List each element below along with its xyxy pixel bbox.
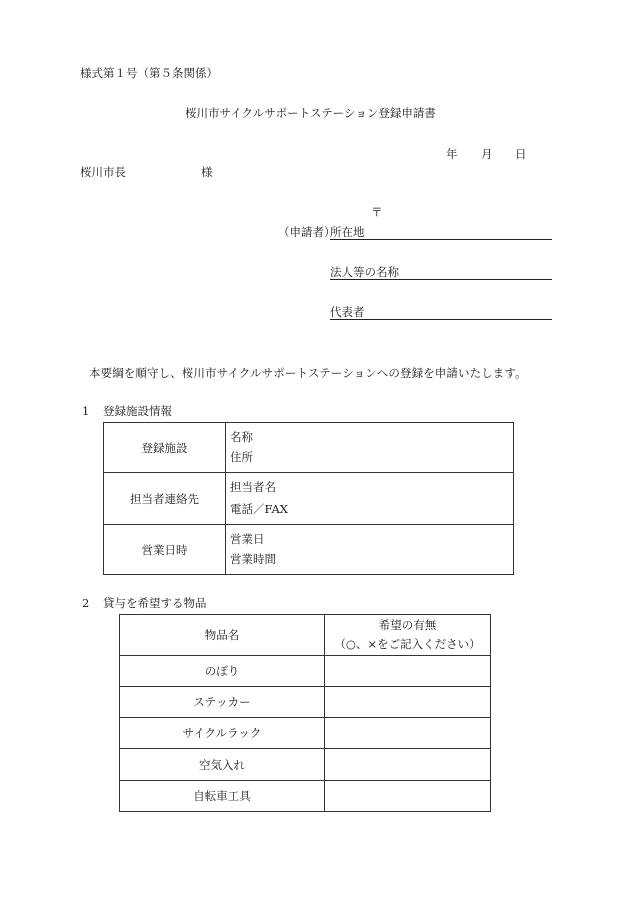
wish-column-header: [325, 615, 491, 656]
table-row: [120, 656, 491, 687]
row-value-cell[interactable]: [226, 525, 514, 575]
row-label: 営業日時: [104, 525, 226, 575]
table-row: [120, 718, 491, 749]
field-label: 名称: [230, 430, 253, 444]
addressee-honorific: 様: [201, 165, 213, 179]
section2-number: 2: [82, 596, 90, 610]
row-label: 担当者連絡先: [104, 473, 226, 525]
row-value-cell[interactable]: [226, 423, 514, 473]
wish-input-cell[interactable]: [325, 718, 491, 749]
corp-name-underline: [330, 279, 552, 280]
table-header-row: [120, 615, 491, 656]
wish-input-cell[interactable]: [325, 781, 491, 812]
date-day: 日: [515, 147, 527, 161]
form-number: 様式第１号（第５条関係）: [80, 66, 218, 80]
item-name: 自転車工具: [120, 781, 325, 812]
field-label: 担当者名: [230, 479, 276, 494]
table-row: [104, 423, 514, 473]
item-name: サイクルラック: [120, 718, 325, 749]
row-value-cell[interactable]: [226, 473, 514, 525]
table-row: [120, 687, 491, 718]
table-row: [104, 525, 514, 575]
date-month: 月: [481, 147, 493, 161]
field-label: 電話／FAX: [230, 502, 288, 516]
section1-heading: 登録施設情報: [103, 404, 172, 418]
facility-info-table: [103, 422, 514, 575]
wish-header-line2: （○、×をご記入ください）: [334, 636, 481, 651]
section2-heading: 貸与を希望する物品: [103, 596, 207, 610]
item-column-header: 物品名: [120, 615, 325, 656]
address-label: 所在地: [330, 225, 365, 239]
wish-input-cell[interactable]: [325, 749, 491, 781]
wish-header-line1: 希望の有無: [378, 618, 437, 632]
representative-label: 代表者: [330, 305, 365, 319]
wish-input-cell[interactable]: [325, 687, 491, 718]
address-underline: [330, 239, 552, 240]
item-name: 空気入れ: [120, 749, 325, 781]
field-label: 住所: [230, 449, 253, 464]
corp-name-label: 法人等の名称: [330, 265, 399, 279]
applicant-label: （申請者）: [278, 225, 336, 239]
rental-items-table: [119, 614, 491, 812]
table-row: [120, 749, 491, 781]
wish-input-cell[interactable]: [325, 656, 491, 687]
representative-underline: [330, 319, 552, 320]
field-label: 営業時間: [230, 552, 276, 566]
page-title: 桜川市サイクルサポートステーション登録申請書: [185, 106, 436, 120]
field-label: 営業日: [230, 531, 265, 546]
table-row: [120, 781, 491, 812]
postal-mark: 〒: [371, 205, 383, 219]
table-row: [104, 473, 514, 525]
addressee-name: 桜川市長: [80, 165, 126, 179]
section1-number: 1: [82, 404, 90, 418]
item-name: のぼり: [120, 656, 325, 687]
body-text: 本要綱を順守し、桜川市サイクルサポートステーションへの登録を申請いたします。: [89, 366, 527, 380]
date-year: 年: [446, 147, 458, 161]
item-name: ステッカー: [120, 687, 325, 718]
row-label: 登録施設: [104, 423, 226, 473]
